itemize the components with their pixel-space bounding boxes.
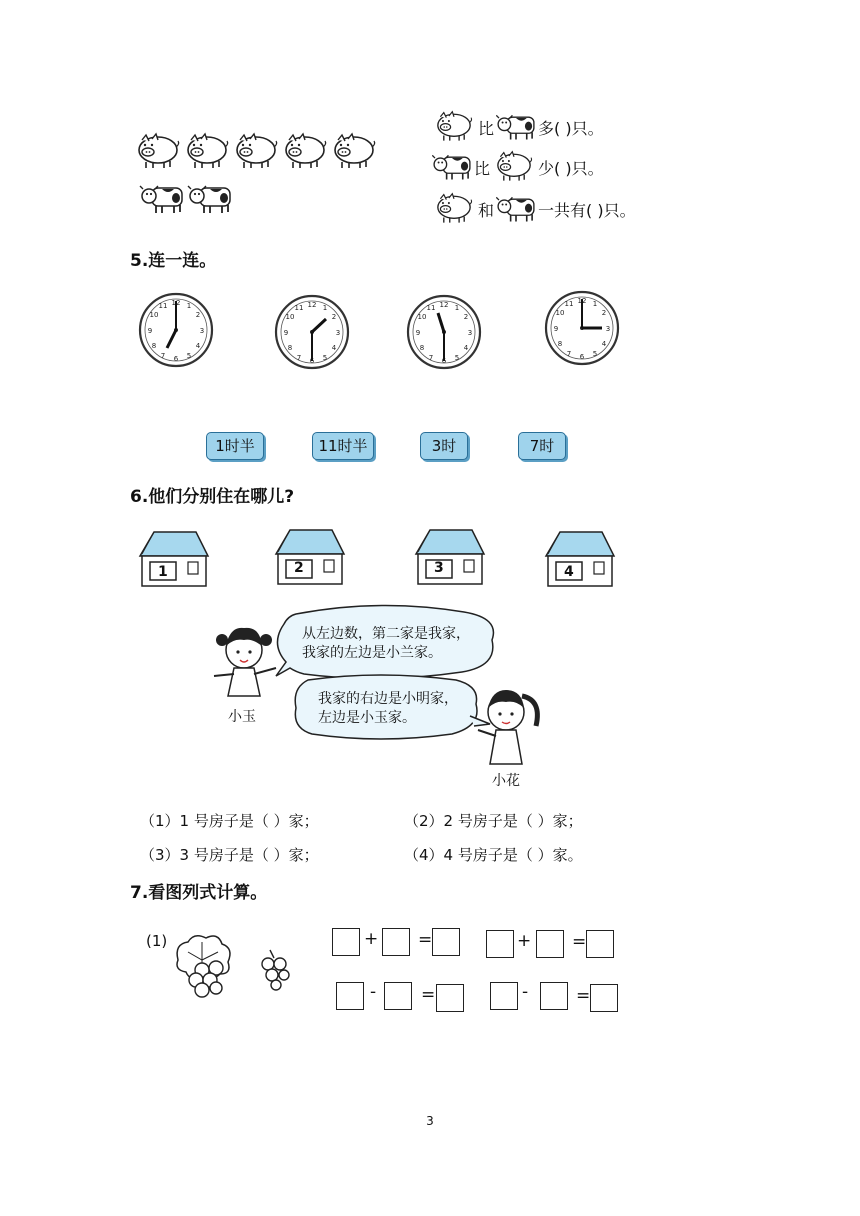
bubble1-text <box>302 625 470 663</box>
bubble1-line: 我家的左边是小兰家。 <box>302 645 442 661</box>
pig-icon <box>432 192 476 226</box>
answer-box[interactable] <box>382 928 410 956</box>
page-number: 3 <box>426 1114 434 1128</box>
answer-box[interactable] <box>384 982 412 1010</box>
clock-half-past-11[interactable] <box>406 294 482 370</box>
bubble2-text <box>318 690 458 728</box>
cow-icon <box>432 150 472 184</box>
house-3[interactable] <box>410 526 486 588</box>
clock-3-oclock[interactable] <box>544 290 620 366</box>
cows-group <box>138 180 238 218</box>
answer-3: （3）3 号房子是（ ）家； <box>140 846 319 864</box>
girl1-name: 小玉 <box>228 709 256 725</box>
girl2-name: 小花 <box>492 773 520 789</box>
compare-row-3 <box>432 192 638 226</box>
equals-sign: = <box>576 986 591 1006</box>
compare-suffix: 多( )只。 <box>538 118 604 138</box>
house-2[interactable] <box>270 526 346 588</box>
minus-sign: - <box>370 982 377 1002</box>
answer-box[interactable] <box>536 930 564 958</box>
house-4[interactable] <box>540 528 616 590</box>
compare-row-2 <box>432 150 606 184</box>
pigs-group <box>136 132 386 172</box>
pig-icon <box>492 150 536 184</box>
house-1[interactable] <box>134 528 210 590</box>
answer-box[interactable] <box>336 982 364 1010</box>
answer-4: （4）4 号房子是（ ）家。 <box>404 846 583 864</box>
pig-icon <box>432 110 476 144</box>
answer-box[interactable] <box>332 928 360 956</box>
equals-sign: = <box>572 932 587 952</box>
compare-word: 和 <box>478 200 495 220</box>
answer-box[interactable] <box>590 984 618 1012</box>
equals-sign: = <box>421 985 436 1005</box>
answer-box[interactable] <box>490 982 518 1010</box>
girl-xiaohua-figure <box>478 690 537 764</box>
house-icon <box>134 528 210 590</box>
cow-icon <box>496 192 536 226</box>
house-number: 2 <box>294 560 304 576</box>
bubble1-line: 从左边数，第二家是我家， <box>302 626 470 642</box>
section7-title: 7.看图列式计算。 <box>130 883 268 903</box>
plus-sign: + <box>364 929 379 949</box>
section5-title: 5.连一连。 <box>130 251 217 271</box>
bubble2-line: 我家的右边是小明家， <box>318 691 458 707</box>
plus-sign: + <box>517 931 532 951</box>
house-icon <box>270 526 346 588</box>
answer-box[interactable] <box>436 984 464 1012</box>
compare-suffix: 一共有( )只。 <box>538 200 636 220</box>
compare-word: 比 <box>478 118 495 138</box>
time-label-11-half[interactable]: 11时半 <box>312 432 374 460</box>
grapes-image <box>172 930 302 1002</box>
section6-title: 6.他们分别住在哪儿? <box>130 487 295 507</box>
compare-word: 比 <box>474 158 491 178</box>
house-number: 1 <box>158 564 168 580</box>
minus-sign: - <box>522 982 529 1002</box>
equals-sign: = <box>418 930 433 950</box>
compare-suffix: 少( )只。 <box>538 158 604 178</box>
answer-box[interactable] <box>540 982 568 1010</box>
girl-xiaoyu-figure <box>214 628 276 696</box>
answer-box[interactable] <box>586 930 614 958</box>
item-label: (1) <box>146 932 168 950</box>
time-label-1-half[interactable]: 1时半 <box>206 432 264 460</box>
time-label-7[interactable]: 7时 <box>518 432 566 460</box>
compare-row-1 <box>432 110 606 144</box>
clock-7-oclock[interactable] <box>138 292 214 368</box>
house-icon <box>540 528 616 590</box>
house-icon <box>410 526 486 588</box>
clock-half-past-1[interactable] <box>274 294 350 370</box>
time-label-3[interactable]: 3时 <box>420 432 468 460</box>
house-number: 4 <box>564 564 574 580</box>
cow-icon <box>496 110 536 144</box>
answer-box[interactable] <box>486 930 514 958</box>
bubble2-line: 左边是小玉家。 <box>318 710 416 726</box>
answer-2: （2）2 号房子是（ ）家； <box>404 812 583 830</box>
house-number: 3 <box>434 560 444 576</box>
answer-box[interactable] <box>432 928 460 956</box>
answer-1: （1）1 号房子是（ ）家； <box>140 812 319 830</box>
